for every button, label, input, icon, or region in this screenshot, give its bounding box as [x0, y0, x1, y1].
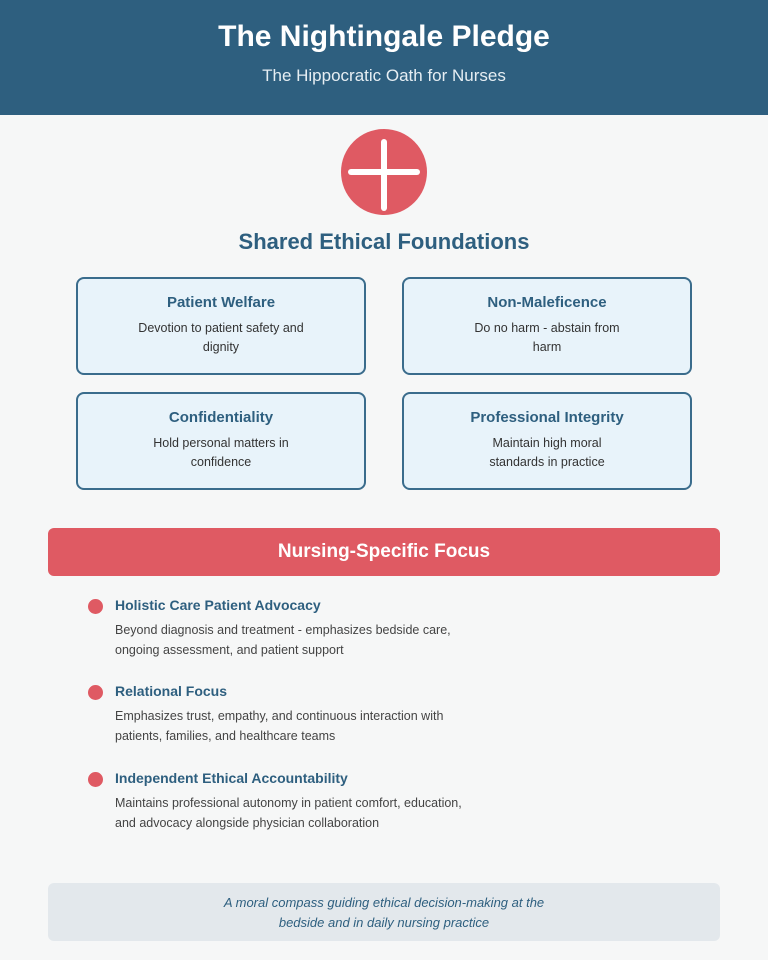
footer-quote: A moral compass guiding ethical decision-making at the bedside and in daily nursing practice — [223, 895, 545, 930]
medical-cross-icon — [341, 129, 427, 215]
focus-item-title: Relational Focus — [115, 683, 228, 699]
footer-quote-box — [48, 883, 720, 941]
focus-item-description: Beyond diagnosis and treatment - emphasizes bedside care, ongoing assessment, and patient support — [115, 623, 451, 657]
card-title: Non-Maleficence — [487, 294, 607, 311]
focus-item-title: Independent Ethical Accountability — [115, 770, 348, 786]
card-title: Confidentiality — [168, 409, 274, 426]
card-confidentiality — [76, 392, 366, 490]
focus-item-description: Maintains professional autonomy in patient comfort, education, and advocacy alongside physician collaboration — [115, 796, 462, 830]
bullet-dot-icon — [88, 685, 103, 700]
card-patient-welfare — [76, 277, 366, 375]
card-description: Hold personal matters in confidence — [153, 436, 289, 469]
focus-item-title: Holistic Care Patient Advocacy — [115, 597, 321, 613]
focus-item-description: Emphasizes trust, empathy, and continuous interaction with patients, families, and healthcare teams — [115, 709, 444, 743]
page-title: The Nightingale Pledge — [218, 20, 550, 53]
card-description: Maintain high moral standards in practice — [489, 436, 605, 469]
bullet-dot-icon — [88, 772, 103, 787]
card-professional-integrity — [402, 392, 692, 490]
foundations-title: Shared Ethical Foundations — [238, 229, 530, 254]
bullet-dot-icon — [88, 599, 103, 614]
card-title: Professional Integrity — [470, 409, 624, 426]
header-banner — [0, 0, 768, 115]
card-title: Patient Welfare — [166, 294, 276, 311]
card-non-maleficence — [402, 277, 692, 375]
page-subtitle: The Hippocratic Oath for Nurses — [262, 66, 506, 85]
card-description: Do no harm - abstain from harm — [474, 321, 620, 354]
nursing-focus-banner — [48, 528, 720, 576]
nursing-focus-title: Nursing-Specific Focus — [277, 541, 491, 562]
card-description: Devotion to patient safety and dignity — [138, 321, 304, 354]
